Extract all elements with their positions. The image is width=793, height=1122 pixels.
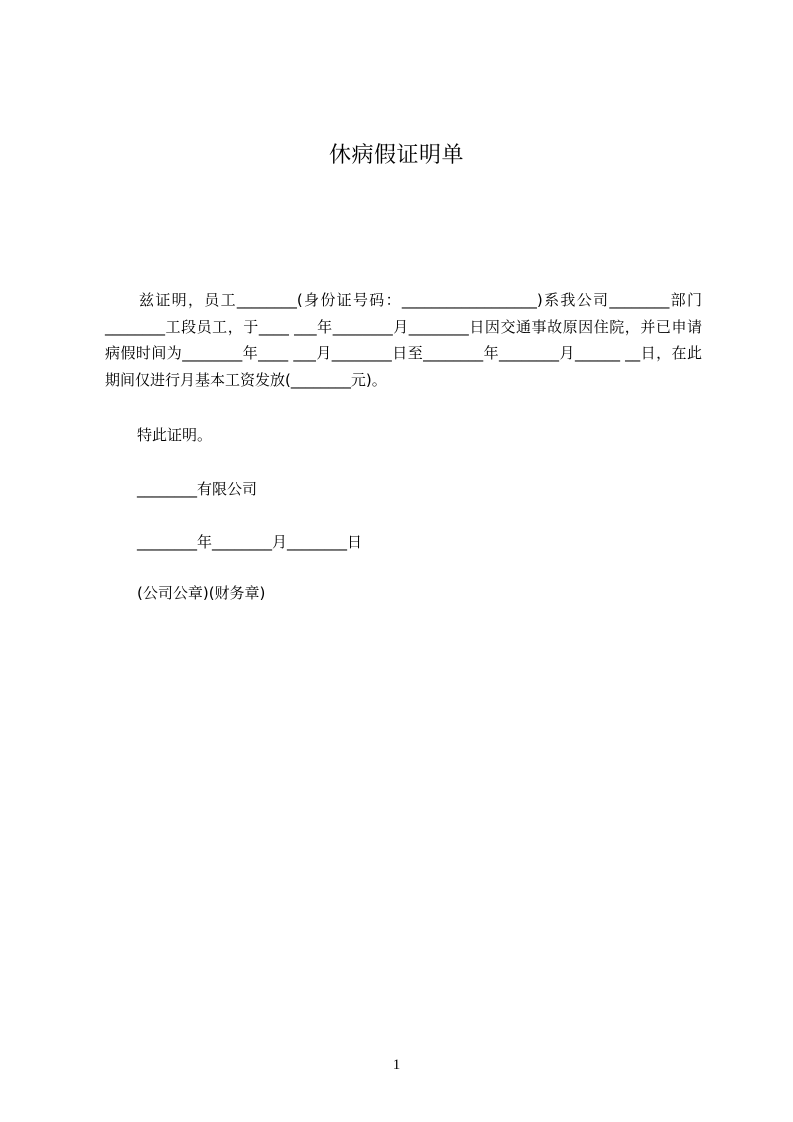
company-name-line: ________有限公司 [137,480,258,498]
page-number: 1 [392,1057,401,1073]
seal-line: (公司公章)(财务章) [137,584,266,602]
date-line: ________年________月________日 [137,533,363,551]
closing-statement: 特此证明。 [137,426,213,444]
document-title: 休病假证明单 [328,143,464,168]
body-paragraph: 兹证明，员工________(身份证号码：__________________)系我公司________部门________工段员工，于____ ___年________月________日因交通事故原因住院，并已申请病假时间为________年____ ___月________日至________年________月______ __日，在此期间仅进行月基本工资发放(________元)。 [105,291,702,389]
